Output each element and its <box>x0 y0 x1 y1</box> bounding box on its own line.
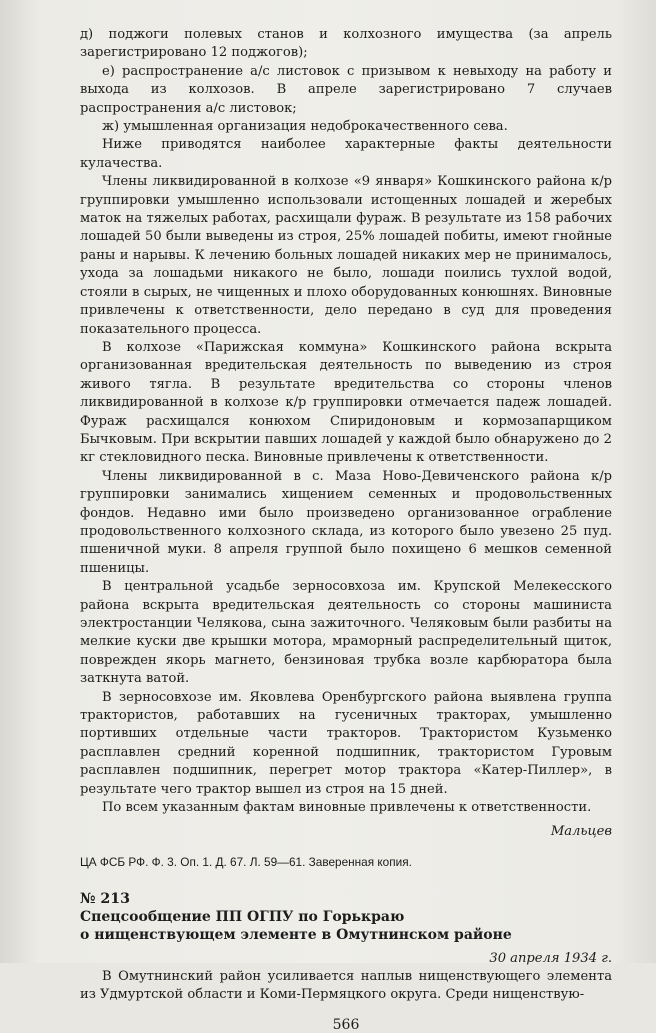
list-item-d: д) поджоги полевых станов и колхозного имущества (за апрель зарегистрировано 12 поджогов); <box>80 27 612 61</box>
archive-reference: ЦА ФСБ РФ. Ф. 3. Оп. 1. Д. 67. Л. 59—61. Заверенная копия. <box>80 854 412 869</box>
list-item-e: е) распространение а/с листовок с призывом к невыходу на работу и выхода из колхозов. В апреле зарегистрировано 7 случаев распространения а/с листовок; <box>80 63 612 116</box>
document-date: 30 апреля 1934 г. <box>489 950 612 966</box>
paragraph-omutninsk: В Омутнинский район усиливается наплыв нищенствующего элемента из Удмуртской области и Коми-Пермяцкого округа. Среди нищенствую- <box>80 968 612 1003</box>
document-number: № 213 <box>80 890 130 907</box>
paragraph-krupskaya: В центральной усадьбе зерносовхоза им. Крупской Мелекесского района вскрыта вредительская деятельность со стороны машиниста электростанции Челякова, сына зажиточного. Челяковым были разбиты на мелкие куски две крышки мотора, мраморный распределительный щиток, поврежден якорь магнето, бензиновая трубка возле карбюратора была заткнута ватой. <box>80 579 612 687</box>
document-title-line-1: Спецсообщение ПП ОГПУ по Горькраю <box>80 908 405 925</box>
paragraph-yakovlev: В зерносовхозе им. Яковлева Оренбургского района выявлена группа трактористов, работавших на гусеничных тракторах, умышленно портивших отдельные части тракторов. Трактористом Кузьменко расплавлен средний коренной подшипник, трактористом Гуровым расплавлен подшипник, перегрет мотор трактора «Катер-Пиллер», в результате чего трактор вышел из строя на 15 дней. <box>80 689 612 797</box>
paragraph-paris-commune: В колхозе «Парижская коммуна» Кошкинского района вскрыта организованная вредительская деятельность по выведению из строя живого тягла. В результате вредительства со стороны членов ликвидированной в колхозе к/р группировки отмечается падеж лошадей. Фураж расхищался конюхом Спиридоновым и кормозапарщиком Бычковым. При вскрытии павших лошадей у каждой было обнаружено до 2 кг стекловидного песка. Виновные привлечены к ответственности. <box>80 339 612 466</box>
document-title-line-2: о нищенствующем элементе в Омутнинском районе <box>80 926 512 943</box>
paragraph-intro: Ниже приводятся наиболее характерные факты деятельности кулачества. <box>80 137 612 171</box>
page-number: 566 <box>332 1016 360 1033</box>
list-item-zh: ж) умышленная организация недоброкачественного сева. <box>102 119 508 135</box>
signature: Мальцев <box>550 824 612 840</box>
paragraph-conclusion: По всем указанным фактам виновные привлечены к ответственности. <box>102 800 592 816</box>
paragraph-9-january: Члены ликвидированной в колхозе «9 января» Кошкинского района к/р группировки умышленно использовали истощенных лошадей и жеребых маток на тяжелых работах, расхищали фураж. В результате из 158 рабочих лошадей 50 были выведены из строя, 25% лошадей побиты, имеют гнойные раны и нарывы. К лечению больных лошадей никаких мер не принималось, ухода за лошадьми никакого не было, лошади поились тухлой водой, стояли в сырых, не чищенных и плохо оборудованных конюшнях. Виновные привлечены к ответственности, дело передано в суд для проведения показательного процесса. <box>80 174 612 337</box>
text-column <box>80 26 612 1033</box>
paragraph-maza: Члены ликвидированной в с. Маза Ново-Девиченского района к/р группировки занимались хищением семенных и продовольственных фондов. Недавно ими было произведено организованное ограбление продовольственного колхозного склада, из которого было увезено 25 пуд. пшеничной муки. 8 апреля группой было похищено 6 мешков семенной пшеницы. <box>80 468 612 576</box>
